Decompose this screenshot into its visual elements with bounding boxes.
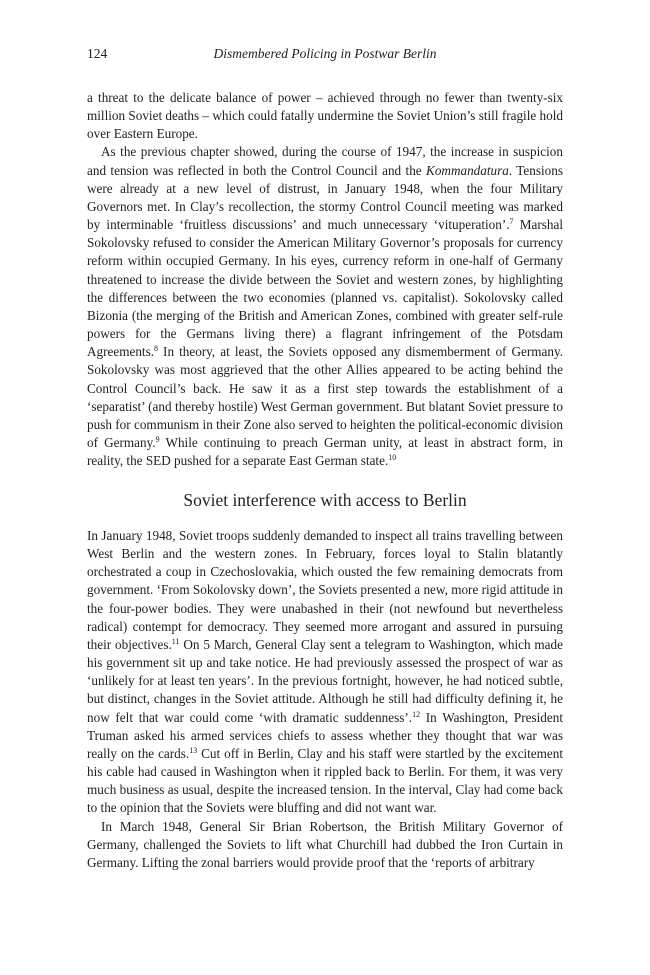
text-run: As the previous chapter showed, during the course of 1947, the increase in suspicion and tension was reflected in both the Control Council and the [87,144,563,178]
paragraph [87,527,563,818]
running-title: Dismembered Policing in Postwar Berlin [213,46,437,61]
text-run: . Tensions were already at a new level of distrust, in January 1948, when the four Military Governors met. In Clay’s recollection, the stormy Control Council meeting was marked by interminable ‘fruitless discussions’ and much unnecessary ‘vituperation’. [87,162,563,233]
text-run: Marshal Sokolovsky refused to consider the American Military Governor’s proposals for currency reform within occupied Germany. In his eyes, currency reform in one-half of Germany threatened to increase the divide between the Soviet and western zones, by highlighting the differences between the two economies (planned vs. capitalist). Sokolovsky called Bizonia (the merging of the British and American Zones, combined with greater self-rule powers for the Germans living there) a flagrant infringement of the Potsdam Agreements. [87,217,563,360]
section-heading: Soviet interference with access to Berlin [183,490,467,510]
paragraph [87,143,563,470]
text-run: a threat to the delicate balance of power – achieved through no fewer than twenty-six million Soviet deaths – which could fatally undermine the Soviet Union’s still fragile hold over Eastern Europe. [87,90,563,142]
footnote-marker: 8 [154,344,159,354]
page-number: 124 [87,46,108,61]
body-text-section-2 [87,527,563,872]
footnote-marker: 7 [509,217,514,227]
text-run: While continuing to preach German unity, at least in abstract form, in reality, the SED pushed for a separate East German state. [87,434,563,469]
footnote-marker: 13 [189,745,198,755]
text-run: Cut off in Berlin, Clay and his staff were startled by the excitement his cable had caused in Washington when it rippled back to Berlin. For them, it was very much business as usual, despite the increased tension. In the interval, Clay had come back to the opinion that the Soviets were bluffing and did not want war. [87,745,563,816]
footnote-marker: 10 [388,453,397,463]
text-run: On 5 March, General Clay sent a telegram to Washington, which made his government sit up and take notice. He had previously assessed the prospect of war as ‘unlikely for at least ten years’. In the previous fortnight, however, he had noticed subtle, but distinct, changes in the Soviet attitude. Although he still had difficulty defining it, he now felt that war could come ‘with dramatic suddenness’. [87,636,563,725]
italic-text: Kommandatura [426,162,509,178]
running-header [87,44,563,64]
text-run: In January 1948, Soviet troops suddenly demanded to inspect all trains travelling between West Berlin and the western zones. In February, forces loyal to Stalin blatantly orchestrated a coup in Czechoslovakia, which ousted the few remaining democrats from government. ‘From Sokolovsky down’, the Soviets presented a new, more rigid attitude in the four-power bodies. They were unabashed in their (not newfound but nevertheless radical) contempt for democracy. They seemed more arrogant and assured in pursuing their objectives. [87,528,563,652]
body-text-section-1 [87,89,563,470]
text-run: In theory, at least, the Soviets opposed any dismemberment of Germany. Sokolovsky was most aggrieved that the other Allies appeared to be acting behind the Control Council’s back. He saw it as a first step towards the establishment of a ‘separatist’ (and thereby hostile) West German government. But blatant Soviet pressure to push for communism in their Zone also served to heighten the political-economic division of Germany. [87,344,563,450]
paragraph [87,89,563,143]
footnote-marker: 12 [412,709,421,719]
footnote-marker: 9 [155,434,160,444]
text-run: In Washington, President Truman asked his armed services chiefs to assess whether they thought that war was really on the cards. [87,709,563,761]
text-run: In March 1948, General Sir Brian Robertson, the British Military Governor of Germany, challenged the Soviets to lift what Churchill had dubbed the Iron Curtain in Germany. Lifting the zonal barriers would provide proof that the ‘reports of arbitrary [87,818,563,870]
footnote-marker: 11 [171,636,180,646]
paragraph [87,818,563,872]
